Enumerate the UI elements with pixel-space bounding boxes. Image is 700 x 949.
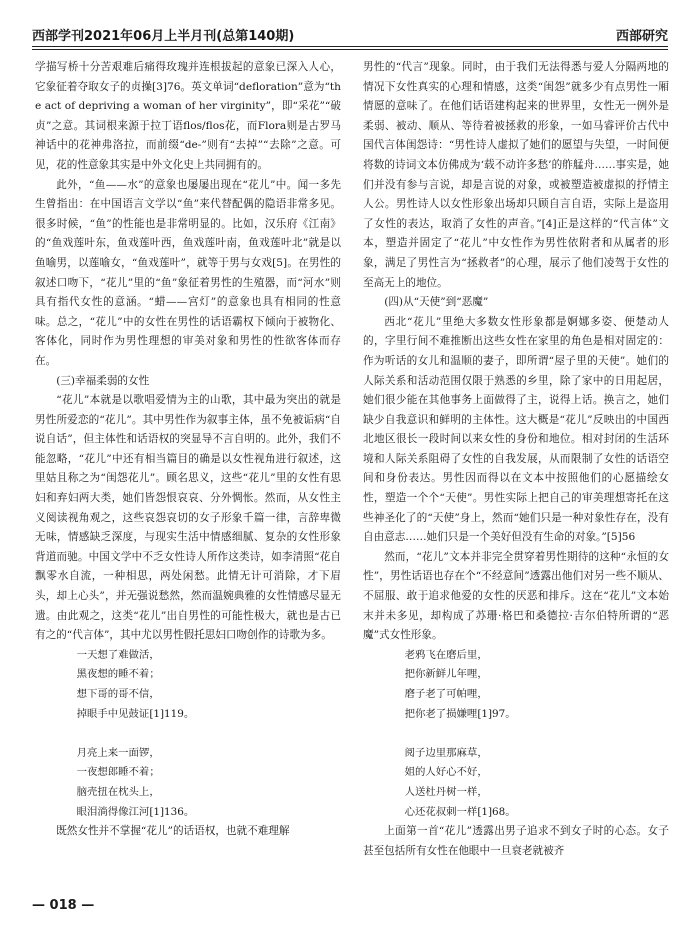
verse-line: 月亮上来一面锣， <box>76 746 160 759</box>
verse-line: 磨子老了可帕哩， <box>404 688 488 700</box>
journal-title: 西部学刊2021年06月上半月刊(总第140期) <box>32 29 295 44</box>
verse-line: 一天想了难做活， <box>76 648 160 661</box>
paragraph: 男性的“代言”现象。同时，由于我们无法得悉与爱人分隔两地的情况下女性真实的心理和情感，这类“闺怨”就多少有点男性一厢情愿的意味了。在他们话语建构起来的世界里，女性无一例外是柔弱、被动、顺从、等待着被拯救的形象，一如马睿评价古代中国代言体闺怨诗：“男性诗人虚拟了她们的愿望与失望，一时间便将数的诗词文本仿佛成为‘载不动许多愁’的舴艋舟……事实是，她们并没有参与言说，却是言说的对象，或被塑造被虚拟的抒情主人公。男性诗人以女性形象出场却只顾自言自语，实际上是盗用了女性的表达，取消了女性的声音。”[4]正是这样的“代言体”文本，塑造并固定了“花儿”中女性作为男性依附者和从属者的形象，满足了男性言为“拯救者”的心理，展示了他们凌驾于女性的至高无上的地位。 <box>363 61 669 289</box>
verse-line: 眼泪淌得像江河[1]136。 <box>76 805 195 818</box>
verse-line: 人送杜丹树一样， <box>404 785 488 798</box>
poem-block <box>35 646 341 822</box>
verse-line: 姐的人好心不好， <box>404 766 488 779</box>
paragraph: 此外，“鱼——水”的意象也屡屡出现在“花儿”中。闻一多先生曾指出：在中国语言文学以“鱼”来代替配偶的隐语非常多见。很多时候，“鱼”的性能也是非常明显的。比如，汉乐府《江南》的“鱼戏莲叶东，鱼戏莲叶西，鱼戏莲叶南，鱼戏莲叶北”就是以鱼喻男，以莲喻女，“鱼戏莲叶”，就等于男与女戏[5]。在男性的叙述口吻下，“花儿”里的“鱼”象征着男性的生殖器，而“河水”则具有指代女性的意涵。“蜡——宫灯”的意象也具有相同的性意味。总之，“花儿”中的女性在男性的话语霸权下倾向于被物化、客体化，同时作为男性理想的审美对象和男性的性欲客体而存在。 <box>35 178 341 367</box>
paragraph: 然而，“花儿”文本并非完全贯穿着男性期待的这种“永恒的女性”，男性话语也存在个“不经意间”透露出他们对另一些不顺从、不屈服、敢于追求他爱的女性的厌恶和排斥。这在“花儿”文本始末并未多见，却构成了苏珊·格巴和桑德拉·吉尔伯特所谓的“恶魔”式女性形象。 <box>363 550 669 642</box>
right-column <box>363 58 669 861</box>
section-heading: (四)从“天使”到“恶魔” <box>384 296 489 309</box>
verse-line: 老鸦飞在磨后里， <box>404 648 488 661</box>
left-column <box>35 58 341 842</box>
verse-line: 黑夜想的睡不着； <box>76 668 160 681</box>
verse-line: 把你新鲜儿年哩， <box>404 668 488 681</box>
header-rule-thin <box>32 49 668 50</box>
verse-line: 掉眼手中见鼓证[1]119。 <box>76 707 195 720</box>
verse-line: 阅子边里那麻草， <box>404 746 488 759</box>
paragraph: 学描写桥十分苦艰难后痛得玫瑰并连根拔起的意象已深入人心，它象征着夺取女子的贞操[3]76。英文单词“defloration”意为“the act of depriving a woman of her virginity”，即“采花”“破贞”之意。其词根来源于拉丁语flos/flos花，而Flora则是古罗马神话中的花神弗洛拉，而前缀“de-”则有“去掉”“去除”之意。可见，花的性意象其实是中外文化史上共同拥有的。 <box>35 61 341 171</box>
verse-line: 一夜想郎睡不着； <box>76 766 160 779</box>
paragraph: 上面第一首“花儿”透露出男子追求不到女子时的心态。女子甚至包括所有女性在他眼中一旦衰老就被齐 <box>363 825 669 857</box>
section-heading: (三)幸福柔弱的女性 <box>56 374 150 387</box>
section-name: 西部研究 <box>615 29 668 44</box>
header-rule <box>32 46 668 47</box>
verse-line: 脑壳扭在枕头上， <box>76 785 160 798</box>
verse-line: 心还花叔刺一样[1]68。 <box>404 805 516 818</box>
paragraph: 既然女性并不掌握“花儿”的话语权，也就不难理解 <box>56 825 290 838</box>
verse-line: 把你老了损嫌哩[1]97。 <box>404 707 516 720</box>
page-number: — 018 — <box>32 898 95 913</box>
paragraph: 西北“花儿”里绝大多数女性形象都是婀娜多姿、便楚动人的，字里行间不难推断出这些女性在家里的角色是相对固定的：作为听话的女儿和温顺的妻子，即所谓“屋子里的天使”。她们的人际关系和活动范围仅限于熟悉的乡里，除了家中的日用起居，她们很少能在其他事务上面做得了主，说得上话。换言之，她们缺少自我意识和鲜明的主体性。这大概是“花儿”反映出的中国西北地区很长一段时间以来女性的身份和地位。相对封闭的生活环境和人际关系阻碍了女性的自我发展，从而限制了女性的话语空间和身份表达。男性因而得以在文本中按照他们的心愿描绘女性，塑造一个个“天使”。男性实际上把自己的审美理想寄托在这些神圣化了的“天使”身上，然而“她们只是一种对象性存在，没有自由意志……她们只是一个美好但没有生命的对象。”[5]56 <box>363 315 669 544</box>
paragraph: “花儿”本就是以歌唱爱情为主的山歌，其中最为突出的就是男性所爱恋的“花儿”。其中男性作为叙事主体，虽不免被诟病“自说自话”，但主体性和话语权的突显导不言自明的。此外，我们不能忽略，“花儿”中还有相当篇目的确是以女性视角进行叙述，这里姑且称之为“闺怨花儿”。顾名思义，这些“花儿”里的女性有思妇和弃妇两大类，她们皆怨恨哀哀、分外惆怅。然而，从女性主义阅读视角观之，这些哀怨哀切的女子形象千篇一律，言辞卑微无味，情感缺乏深度，与现实生活中情感细腻、复杂的女性形象背道而驰。中国文学中不乏女性诗人所作这类诗，如李清照“花自飘零水自流，一种相思，两处闲愁。此情无计可消除，才下眉头，却上心头”，并无强说愁然，然而温婉典雅的女性情感尽显无遗。由此观之，这类“花儿”出自男性的可能性极大，就也是古已有之的“代言体”，其中尤以男性假托思妇口吻创作的诗歌为多。 <box>35 394 341 642</box>
running-header <box>32 18 668 44</box>
poem-block <box>363 646 669 822</box>
verse-line: 想下哥的哥不信， <box>76 688 160 700</box>
